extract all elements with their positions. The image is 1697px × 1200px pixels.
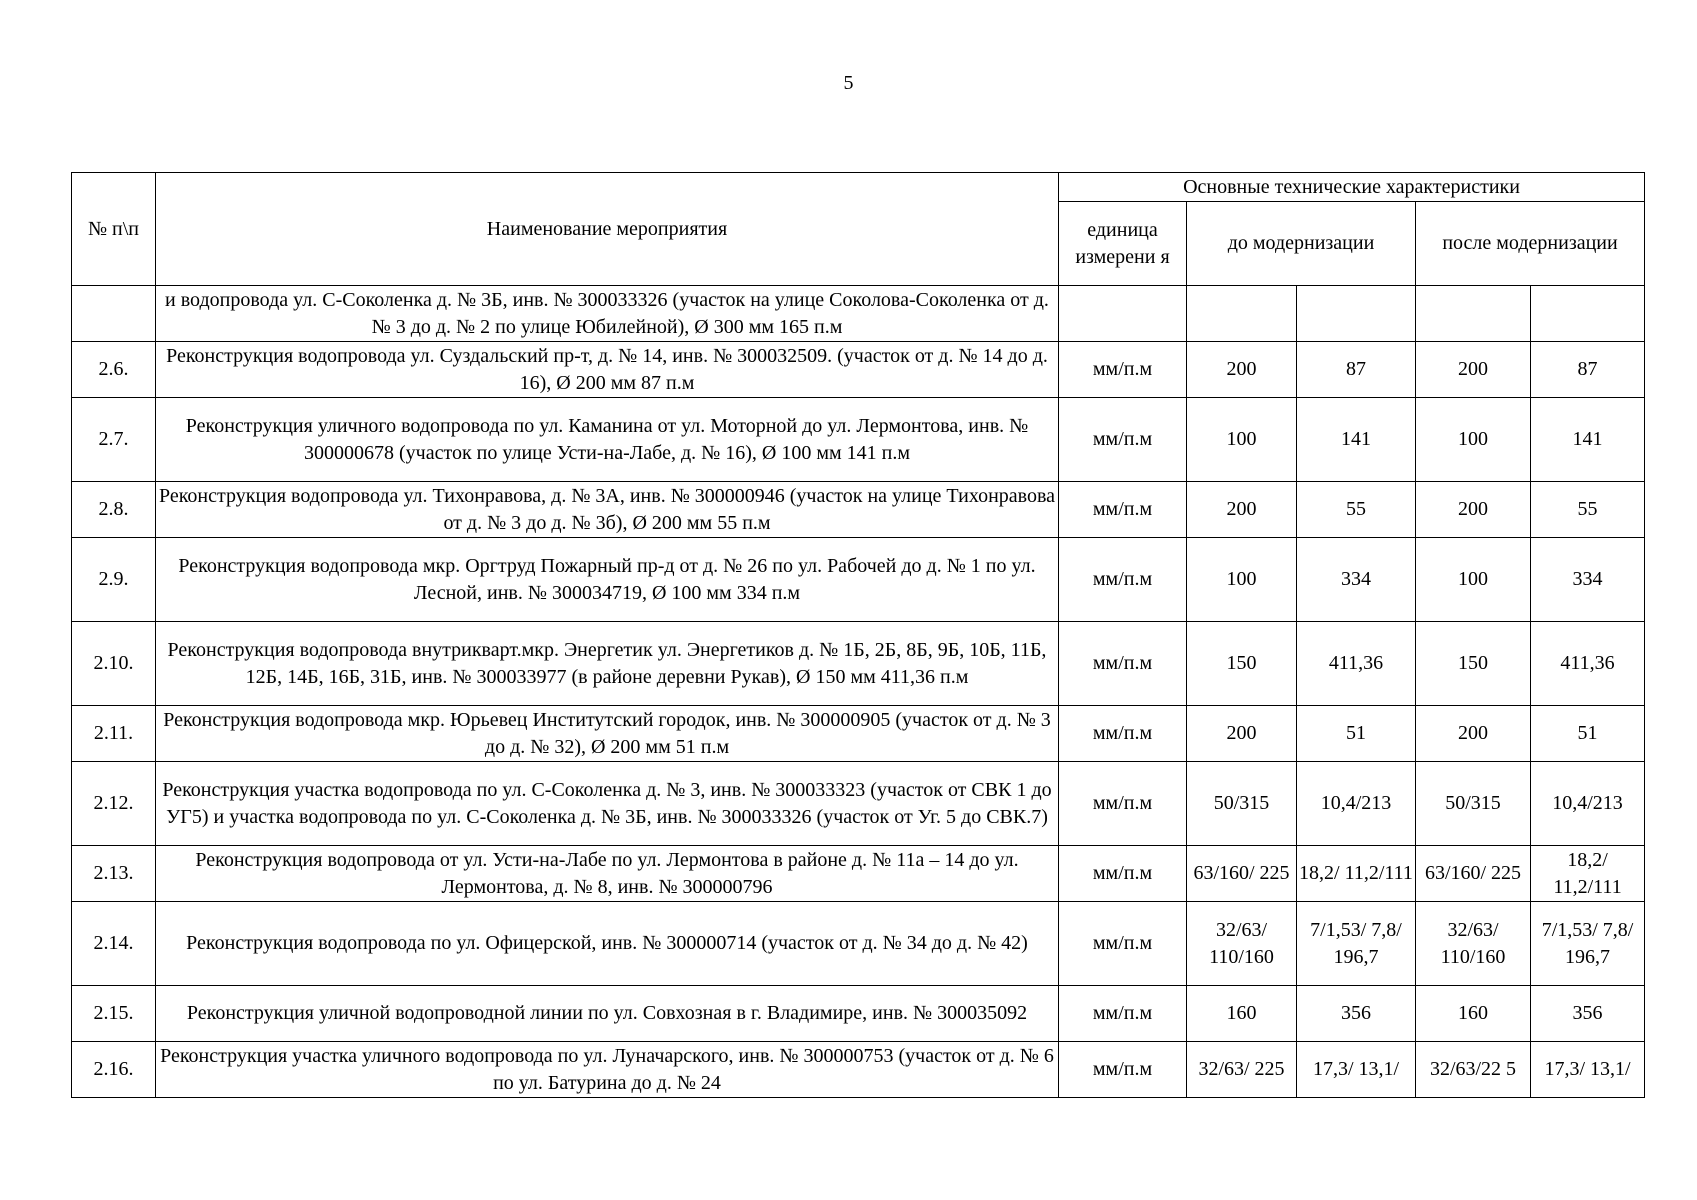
- row-unit: мм/п.м: [1059, 622, 1187, 706]
- row-number: 2.7.: [72, 398, 156, 482]
- row-before-length: 18,2/ 11,2/111: [1297, 846, 1416, 902]
- row-after-diameter: 200: [1416, 706, 1531, 762]
- row-after-length: 10,4/213: [1531, 762, 1645, 846]
- row-unit: мм/п.м: [1059, 902, 1187, 986]
- row-unit: мм/п.м: [1059, 846, 1187, 902]
- row-before-diameter: [1187, 286, 1297, 342]
- row-name: Реконструкция участка водопровода по ул. С-Соколенка д. № 3, инв. № 300033323 (участок от СВК 1 до УГ5) и участка водопровода по ул. С-Соколенка д. № 3Б, инв. № 300033326 (участок от Уг. 5 до СВК.7): [156, 762, 1059, 846]
- row-before-diameter: 160: [1187, 986, 1297, 1042]
- table-row: [72, 846, 1645, 902]
- row-before-length: 411,36: [1297, 622, 1416, 706]
- row-before-length: 7/1,53/ 7,8/ 196,7: [1297, 902, 1416, 986]
- header-after-modernization: после модернизации: [1416, 202, 1645, 286]
- row-unit: мм/п.м: [1059, 538, 1187, 622]
- row-name: Реконструкция водопровода от ул. Усти-на-Лабе по ул. Лермонтова в районе д. № 11а – 14 до ул. Лермонтова, д. № 8, инв. № 300000796: [156, 846, 1059, 902]
- row-name: Реконструкция водопровода ул. Суздальский пр-т, д. № 14, инв. № 300032509. (участок от д. № 14 до д. 16), Ø 200 мм 87 п.м: [156, 342, 1059, 398]
- table-row: [72, 342, 1645, 398]
- row-unit: мм/п.м: [1059, 706, 1187, 762]
- row-after-diameter: 150: [1416, 622, 1531, 706]
- row-after-length: 411,36: [1531, 622, 1645, 706]
- row-after-length: 334: [1531, 538, 1645, 622]
- row-after-length: 51: [1531, 706, 1645, 762]
- row-before-diameter: 100: [1187, 398, 1297, 482]
- row-before-length: 10,4/213: [1297, 762, 1416, 846]
- row-before-length: 141: [1297, 398, 1416, 482]
- row-unit: мм/п.м: [1059, 482, 1187, 538]
- table-row: [72, 482, 1645, 538]
- row-after-diameter: 50/315: [1416, 762, 1531, 846]
- row-number: 2.11.: [72, 706, 156, 762]
- row-unit: мм/п.м: [1059, 986, 1187, 1042]
- row-after-diameter: [1416, 286, 1531, 342]
- table-row: [72, 286, 1645, 342]
- row-name: и водопровода ул. С-Соколенка д. № 3Б, инв. № 300033326 (участок на улице Соколова-Соколенка от д. № 3 до д. № 2 по улице Юбилейной), Ø 300 мм 165 п.м: [156, 286, 1059, 342]
- row-after-length: 17,3/ 13,1/: [1531, 1042, 1645, 1098]
- row-name: Реконструкция уличной водопроводной линии по ул. Совхозная в г. Владимире, инв. № 300035092: [156, 986, 1059, 1042]
- header-unit: единица измерени я: [1059, 202, 1187, 286]
- row-before-diameter: 200: [1187, 342, 1297, 398]
- row-after-diameter: 32/63/ 110/160: [1416, 902, 1531, 986]
- row-number: 2.9.: [72, 538, 156, 622]
- table-row: [72, 706, 1645, 762]
- row-unit: мм/п.м: [1059, 1042, 1187, 1098]
- row-name: Реконструкция водопровода мкр. Оргтруд Пожарный пр-д от д. № 26 по ул. Рабочей до д. № 1 по ул. Лесной, инв. № 300034719, Ø 100 мм 334 п.м: [156, 538, 1059, 622]
- row-before-length: 87: [1297, 342, 1416, 398]
- row-name: Реконструкция водопровода внутрикварт.мкр. Энергетик ул. Энергетиков д. № 1Б, 2Б, 8Б, 9Б, 10Б, 11Б, 12Б, 14Б, 16Б, 31Б, инв. № 300033977 (в районе деревни Рукав), Ø 150 мм 411,36 п.м: [156, 622, 1059, 706]
- row-before-diameter: 32/63/ 225: [1187, 1042, 1297, 1098]
- row-number: 2.12.: [72, 762, 156, 846]
- row-after-diameter: 63/160/ 225: [1416, 846, 1531, 902]
- table-row: [72, 902, 1645, 986]
- row-after-length: 55: [1531, 482, 1645, 538]
- page-number: 5: [843, 72, 854, 94]
- row-after-diameter: 100: [1416, 398, 1531, 482]
- header-name: Наименование мероприятия: [156, 173, 1059, 286]
- row-unit: мм/п.м: [1059, 762, 1187, 846]
- row-after-diameter: 32/63/22 5: [1416, 1042, 1531, 1098]
- row-after-length: [1531, 286, 1645, 342]
- row-after-diameter: 200: [1416, 342, 1531, 398]
- row-after-diameter: 200: [1416, 482, 1531, 538]
- header-before-modernization: до модернизации: [1187, 202, 1416, 286]
- row-before-length: 334: [1297, 538, 1416, 622]
- row-name: Реконструкция водопровода по ул. Офицерской, инв. № 300000714 (участок от д. № 34 до д. № 42): [156, 902, 1059, 986]
- row-number: 2.10.: [72, 622, 156, 706]
- row-after-length: 18,2/ 11,2/111: [1531, 846, 1645, 902]
- table-row: [72, 622, 1645, 706]
- table-row: [72, 1042, 1645, 1098]
- table-row: [72, 538, 1645, 622]
- row-name: Реконструкция уличного водопровода по ул. Каманина от ул. Моторной до ул. Лермонтова, инв. № 300000678 (участок по улице Усти-на-Лабе, д. № 16), Ø 100 мм 141 п.м: [156, 398, 1059, 482]
- row-unit: мм/п.м: [1059, 342, 1187, 398]
- row-number: 2.16.: [72, 1042, 156, 1098]
- row-before-diameter: 63/160/ 225: [1187, 846, 1297, 902]
- row-after-diameter: 100: [1416, 538, 1531, 622]
- row-before-length: 55: [1297, 482, 1416, 538]
- row-before-diameter: 32/63/ 110/160: [1187, 902, 1297, 986]
- row-unit: [1059, 286, 1187, 342]
- row-before-length: 356: [1297, 986, 1416, 1042]
- row-before-diameter: 150: [1187, 622, 1297, 706]
- table-row: [72, 762, 1645, 846]
- table-row: [72, 986, 1645, 1042]
- row-before-diameter: 200: [1187, 482, 1297, 538]
- measures-table: [71, 172, 1645, 1098]
- row-name: Реконструкция участка уличного водопровода по ул. Луначарского, инв. № 300000753 (участок от д. № 6 по ул. Батурина до д. № 24: [156, 1042, 1059, 1098]
- table-row: [72, 398, 1645, 482]
- row-after-length: 7/1,53/ 7,8/ 196,7: [1531, 902, 1645, 986]
- row-name: Реконструкция водопровода мкр. Юрьевец Институтский городок, инв. № 300000905 (участок от д. № 3 до д. № 32), Ø 200 мм 51 п.м: [156, 706, 1059, 762]
- row-unit: мм/п.м: [1059, 398, 1187, 482]
- row-number: 2.13.: [72, 846, 156, 902]
- row-after-length: 356: [1531, 986, 1645, 1042]
- row-after-length: 87: [1531, 342, 1645, 398]
- row-number: 2.6.: [72, 342, 156, 398]
- row-before-diameter: 200: [1187, 706, 1297, 762]
- row-after-diameter: 160: [1416, 986, 1531, 1042]
- header-number: № п\п: [72, 173, 156, 286]
- header-tech-characteristics: Основные технические характеристики: [1059, 173, 1645, 202]
- row-number: 2.8.: [72, 482, 156, 538]
- row-name: Реконструкция водопровода ул. Тихонравова, д. № 3А, инв. № 300000946 (участок на улице Тихонравова от д. № 3 до д. № 3б), Ø 200 мм 55 п.м: [156, 482, 1059, 538]
- row-before-length: 51: [1297, 706, 1416, 762]
- row-before-length: [1297, 286, 1416, 342]
- row-number: 2.15.: [72, 986, 156, 1042]
- row-before-diameter: 100: [1187, 538, 1297, 622]
- row-before-length: 17,3/ 13,1/: [1297, 1042, 1416, 1098]
- row-after-length: 141: [1531, 398, 1645, 482]
- row-number: 2.14.: [72, 902, 156, 986]
- row-number: [72, 286, 156, 342]
- row-before-diameter: 50/315: [1187, 762, 1297, 846]
